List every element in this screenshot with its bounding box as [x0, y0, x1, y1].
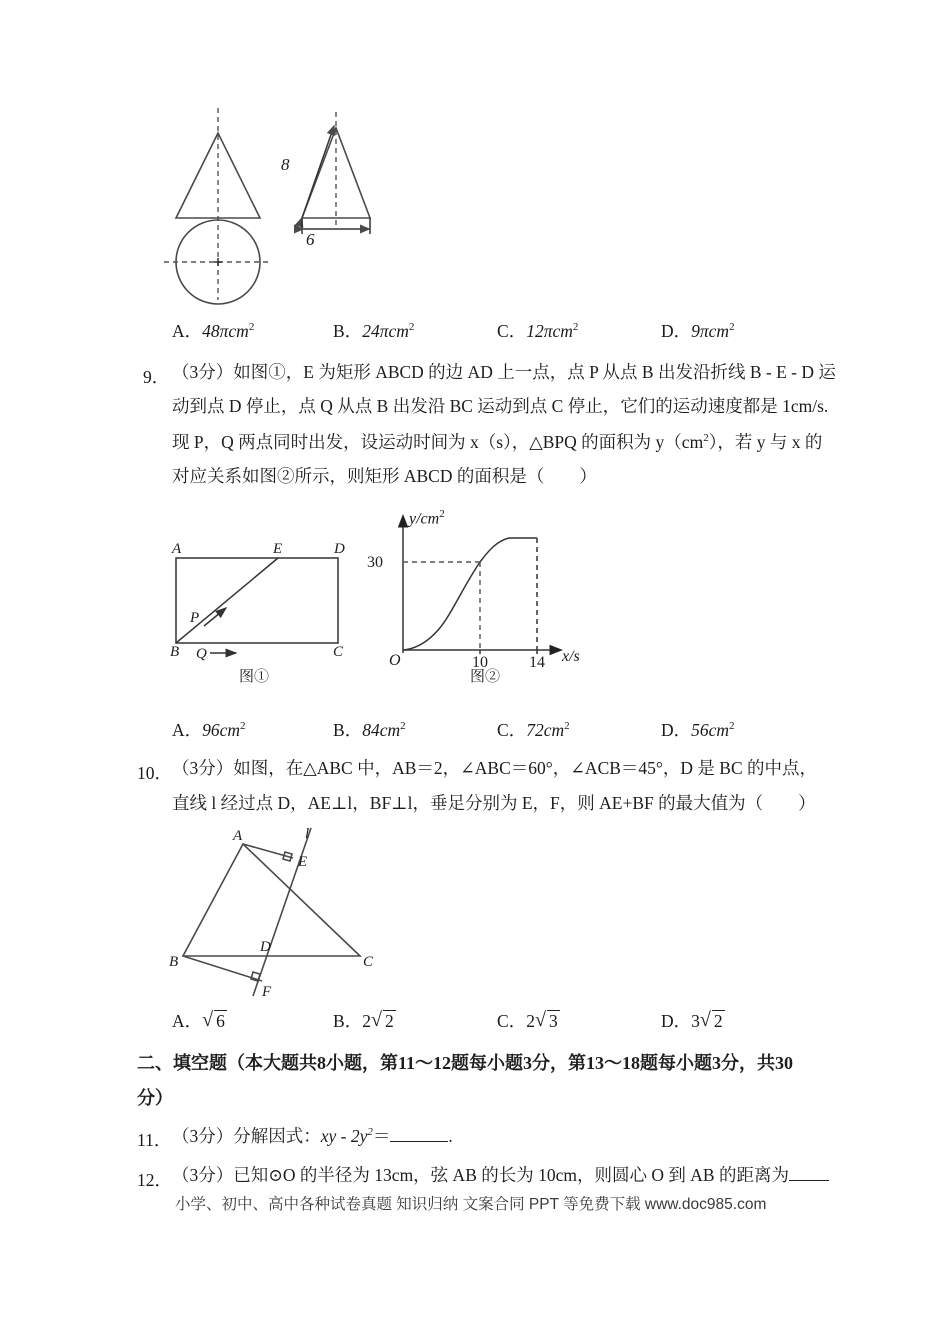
q8-option-a-letter: A	[172, 321, 185, 341]
q9-line-2: 动到点 D 停止，点 Q 从点 B 出发沿 BC 运动到点 C 停止，它们的运动速度都是 1cm/s.	[172, 396, 829, 416]
q10f-label-C: C	[363, 954, 374, 970]
q8-option-c-letter: C	[497, 321, 509, 341]
q9f2-origin: O	[389, 652, 401, 669]
footer-watermark: 小学、初中、高中各种试卷真题 知识归纳 文案合同 PPT 等免费下载 www.doc985.com	[175, 1196, 767, 1213]
q9-option-d[interactable]: D．$56cm^2$	[661, 720, 735, 740]
q10-number: 10．	[137, 763, 172, 783]
q9f2-ytick-30: 30	[367, 554, 383, 571]
q9-figure-1-caption: 图①	[239, 669, 270, 685]
q10-line-2: 直线 l 经过点 D，AE⊥l，BF⊥l，垂足分别为 E，F，则 AE+BF 的最大值为（ ）	[172, 793, 816, 813]
q10f-label-B: B	[169, 954, 179, 970]
q9-number: 9．	[143, 367, 170, 387]
cone-base-label: 6	[306, 230, 315, 249]
q9f1-label-B: B	[170, 644, 180, 660]
q8-option-b-exp: 2	[408, 321, 415, 334]
q12-marks: （3分）	[172, 1165, 234, 1185]
q11-number: 11．	[137, 1130, 172, 1150]
q8-option-a-exp: 2	[248, 321, 255, 334]
q9-line-3: 现 P，Q 两点同时出发，设运动时间为 x（s），△BPQ 的面积为 $y(cm^2)$，若 y 与 x 的	[172, 431, 823, 452]
q12-number: 12．	[137, 1170, 172, 1190]
q9-figure-1	[170, 540, 350, 660]
cone-slant-label: 8	[281, 155, 290, 174]
q8-option-d[interactable]: D．9πcm$^2$	[661, 321, 735, 341]
q9f2-xtick-10: 10	[472, 654, 488, 671]
q9-figure-2	[367, 505, 585, 671]
q10-option-a[interactable]: A． √ 6	[172, 1009, 225, 1031]
q8-option-b-letter: B	[333, 321, 345, 341]
q9f1-label-Q: Q	[196, 646, 207, 662]
q9f1-label-E: E	[273, 541, 283, 557]
q10-figure	[165, 826, 395, 1006]
q9f1-label-P: P	[190, 610, 200, 626]
q8-option-c-value: 12πcm	[526, 321, 573, 341]
q8-option-d-exp: 2	[729, 321, 735, 334]
q8-option-a[interactable]: A．48πcm$^2$	[172, 321, 255, 341]
q9-figure-2-ylabel: $y/cm^2$	[409, 508, 445, 528]
q10f-label-D: D	[260, 939, 271, 955]
q9f1-label-D: D	[334, 541, 345, 557]
q8-option-a-value: 48πcm	[202, 321, 249, 341]
q9-option-a[interactable]: A．$96cm^2$	[172, 720, 246, 740]
q10-line-1: （3分）如图，在△ABC 中，AB＝2，∠ABC＝60°，∠ACB＝45°，D 是 BC 的中点，	[172, 758, 818, 778]
q9-option-c[interactable]: C．$72cm^2$	[497, 720, 570, 740]
q10-marks: （3分）	[172, 758, 234, 778]
q8-option-c[interactable]: C．12πcm$^2$	[497, 321, 579, 341]
q9-cm-exp: 2	[703, 432, 709, 444]
q12-text: （3分）已知⊙O 的半径为 13cm，弦 AB 的长为 10cm，则圆心 O 到 AB 的距离为	[172, 1167, 829, 1185]
q9f1-label-C: C	[333, 644, 344, 660]
q10f-label-l: l	[305, 826, 310, 842]
section-2-heading-line-1: 二、填空题（本大题共8小题，第11～12题每小题3分，第13～18题每小题3分，共30	[137, 1053, 794, 1073]
cone-figure	[150, 100, 390, 310]
q10f-label-A: A	[233, 828, 243, 844]
q9-text-1: 如图①，E 为矩形 ABCD 的边 AD 上一点，点 P 从点 B 出发沿折线 B - E - D 运	[233, 362, 836, 382]
q9-figure-2-caption: 图②	[470, 669, 501, 685]
q8-option-b-value: 24πcm	[362, 321, 409, 341]
q9f1-label-A: A	[172, 541, 182, 557]
q8-option-b[interactable]: B．24πcm$^2$	[333, 321, 415, 341]
q9-line-4: 对应关系如图②所示，则矩形 ABCD 的面积是（ ）	[172, 466, 597, 486]
q11-answer-blank[interactable]	[390, 1128, 448, 1142]
q12-answer-blank[interactable]	[789, 1167, 829, 1181]
q11-text: （3分）分解因式：xy - $2y^2=$ .	[172, 1125, 453, 1146]
q8-option-d-letter: D	[661, 321, 674, 341]
q10-option-c[interactable]: C．2 √ 3	[497, 1009, 558, 1031]
q11-marks: （3分）	[172, 1125, 234, 1146]
q10-option-d[interactable]: D．3 √ 2	[661, 1009, 723, 1031]
q9-option-b[interactable]: B．$84cm^2$	[333, 720, 406, 740]
q8-option-d-value: 9πcm	[691, 321, 730, 341]
section-2-heading-line-2: 分）	[137, 1088, 173, 1108]
q9f2-xtick-14: 14	[529, 654, 545, 671]
q8-option-c-exp: 2	[572, 321, 579, 334]
q9-marks: （3分）	[172, 362, 234, 382]
q9-figure-2-xlabel: x/s	[562, 648, 580, 665]
q10f-label-F: F	[262, 984, 272, 1000]
q9-line-1	[172, 364, 836, 382]
q10-option-b[interactable]: B．2 √ 2	[333, 1009, 394, 1031]
q10f-label-E: E	[298, 854, 308, 870]
